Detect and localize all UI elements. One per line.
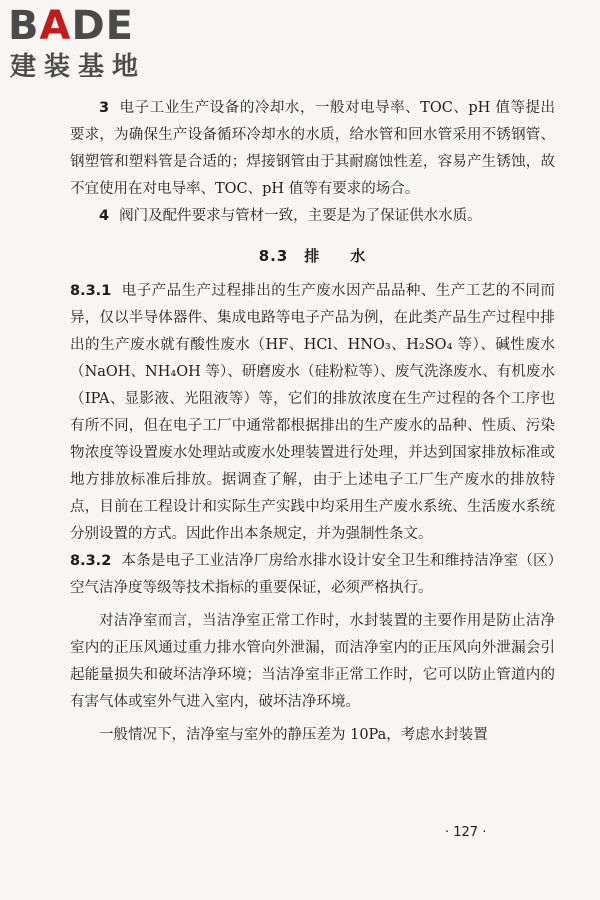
section-heading: 8.3 排 水	[258, 247, 367, 265]
body-paragraph: 一般情况下，洁净室与室外的静压差为 10Pa，考虑水封装置	[99, 727, 488, 743]
page-number: · 127 ·	[445, 825, 487, 840]
clause-8-3-1: 8.3.1 电子产品生产过程排出的生产废水因产品品种、生产工艺的不同而异，仅以半导体器件、集成电路等电子产品为例，在此类产品生产过程中排出的生产废水就有酸性废水（HF、HCl、HNO₃、H₂SO₄ 等）、碱性废水（NaOH、NH₄OH 等）、研磨废水（硅粉粒等）、废气洗涤废水、有机废水（IPA、显影液、光阻液等）等，它们的排放浓度在生产过程的各个工序也有所不同，但在电子工厂中通常都根据排出的生产废水的品种、性质、污染物浓度等设置废水处理站或废水处理装置进行处理，并达到国家排放标准或地方排放标准后排放。据调查了解，由于上述电子工厂生产废水的排放特点，目前在工程设计和实际生产实践中均采用生产废水系统、生活废水系统分别设置的方式。因此作出本条规定，并为强制性条文。	[70, 283, 555, 542]
logo-wordmark: BADE	[8, 3, 134, 49]
bade-logo	[8, 4, 178, 88]
body-paragraph: 对洁净室而言，当洁净室正常工作时，水封装置的主要作用是防止洁净室内的正压风通过重力排水管向外泄漏，而洁净室内的正压风向外泄漏会引起能量损失和破坏洁净环境；当洁净室非正常工作时，它可以防止管道内的有害气体或室外气进入室内，破坏洁净环境。	[70, 613, 555, 710]
list-item: 4 阀门及配件要求与管材一致，主要是为了保证供水水质。	[99, 208, 482, 224]
clause-8-3-2: 8.3.2 本条是电子工业洁净厂房给水排水设计安全卫生和维持洁净室（区）空气洁净度等级等技术指标的重要保证，必须严格执行。	[70, 553, 555, 596]
logo-subtitle: 建装基地	[10, 52, 147, 82]
list-item: 3 电子工业生产设备的冷却水，一般对电导率、TOC、pH 值等提出要求，为确保生产设备循环冷却水的水质，给水管和回水管采用不锈钢管、钢塑管和塑料管是合适的；焊接钢管由于其耐腐蚀性差，容易产生锈蚀，故不宜使用在对电导率、TOC、pH 值等有要求的场合。	[70, 100, 555, 197]
document-body	[70, 95, 555, 749]
